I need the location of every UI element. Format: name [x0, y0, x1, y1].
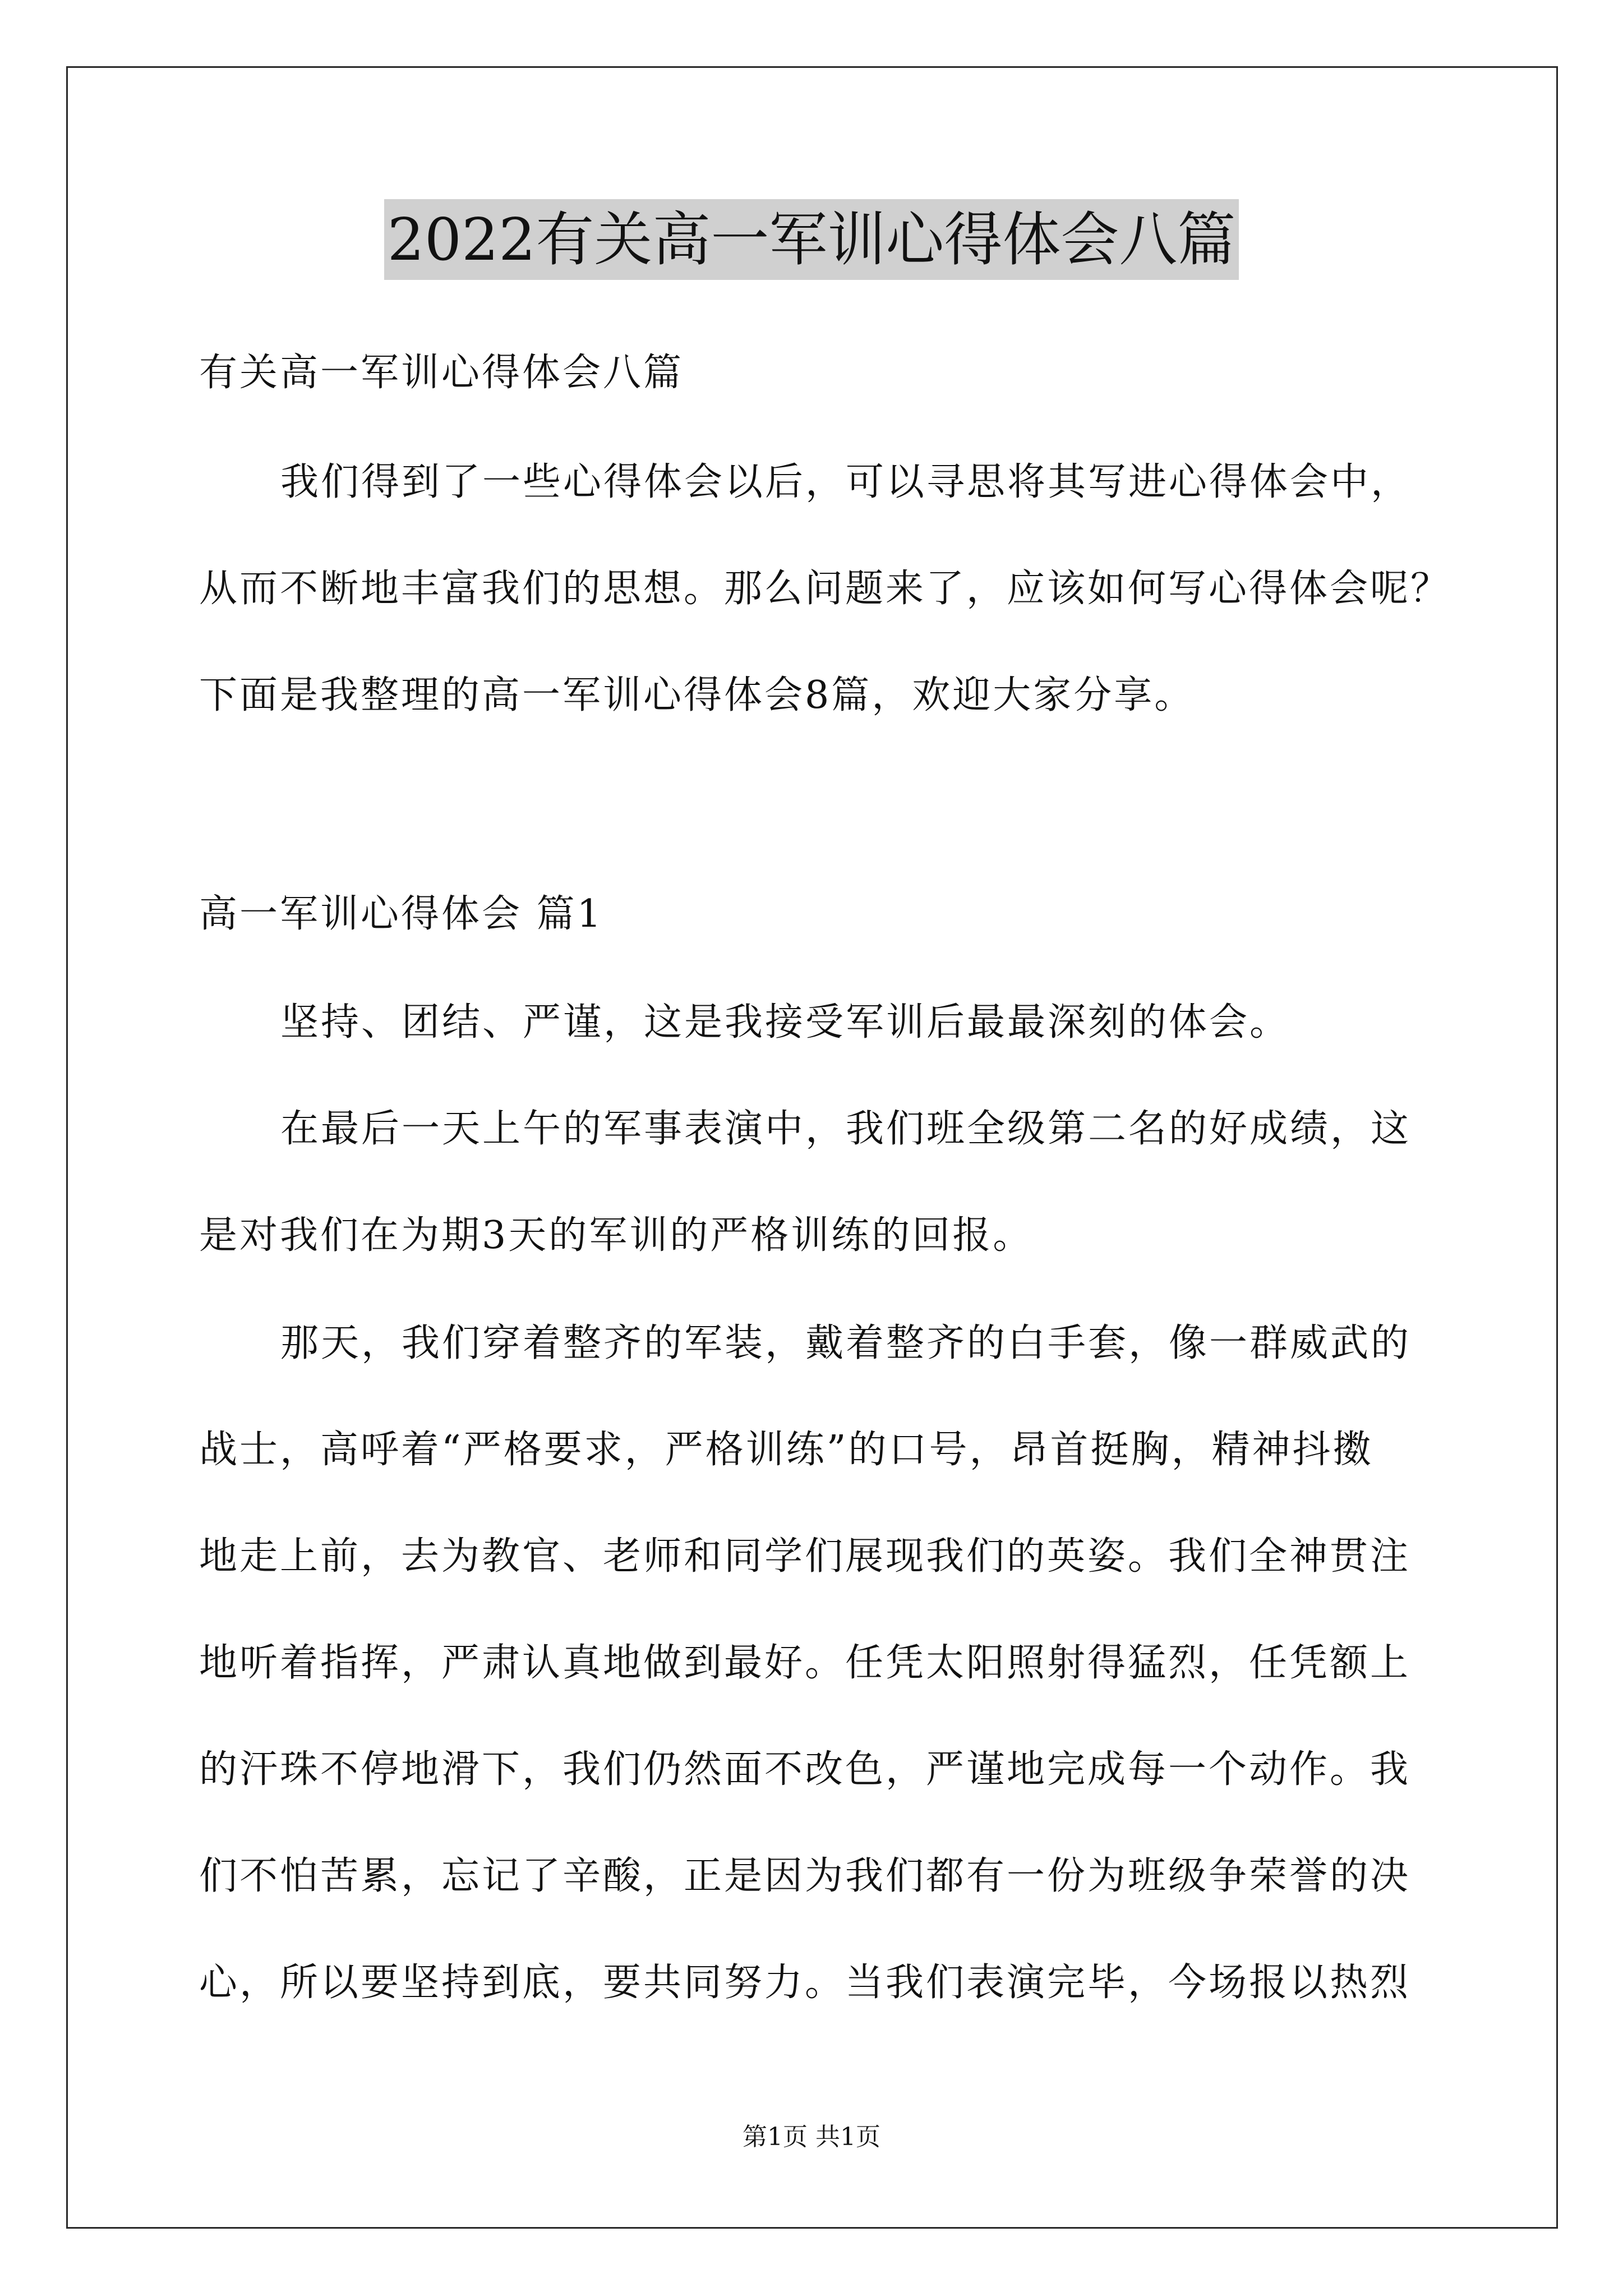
page-footer: 第1页 共1页 [743, 2123, 880, 2151]
document-subtitle: 有关高一军训心得体会八篇 [199, 351, 684, 395]
paragraph-line: 们不怕苦累，忘记了辛酸，正是因为我们都有一份为班级争荣誉的决 [199, 1854, 1411, 1898]
paragraph-line: 地走上前，去为教官、老师和同学们展现我们的英姿。我们全神贯注 [199, 1534, 1411, 1579]
paragraph-line: 战士，高呼着“严格要求，严格训练”的口号，昂首挺胸，精神抖擞 [199, 1428, 1373, 1472]
intro-line: 我们得到了一些心得体会以后，可以寻思将其写进心得体会中， [280, 460, 1412, 504]
paragraph-line: 在最后一天上午的军事表演中，我们班全级第二名的好成绩，这 [280, 1107, 1412, 1151]
paragraph-line: 的汗珠不停地滑下，我们仍然面不改色，严谨地完成每一个动作。我 [199, 1747, 1411, 1792]
paragraph-line: 坚持、团结、严谨，这是我接受军训后最最深刻的体会。 [280, 1000, 1290, 1045]
intro-line: 下面是我整理的高一军训心得体会8篇，欢迎大家分享。 [199, 673, 1195, 717]
title-container [0, 199, 1623, 280]
paragraph-line: 是对我们在为期3天的军训的严格训练的回报。 [199, 1213, 1034, 1258]
intro-line: 从而不断地丰富我们的思想。那么问题来了，应该如何写心得体会呢？ [199, 567, 1451, 611]
paragraph-line: 地听着指挥，严肃认真地做到最好。任凭太阳照射得猛烈，任凭额上 [199, 1641, 1411, 1685]
paragraph-line: 那天，我们穿着整齐的军装，戴着整齐的白手套，像一群威武的 [280, 1321, 1412, 1365]
section-heading: 高一军训心得体会 篇1 [199, 892, 603, 936]
paragraph-line: 心，所以要坚持到底，要共同努力。当我们表演完毕，今场报以热烈 [199, 1961, 1411, 2005]
document-title: 2022有关高一军训心得体会八篇 [384, 199, 1239, 280]
